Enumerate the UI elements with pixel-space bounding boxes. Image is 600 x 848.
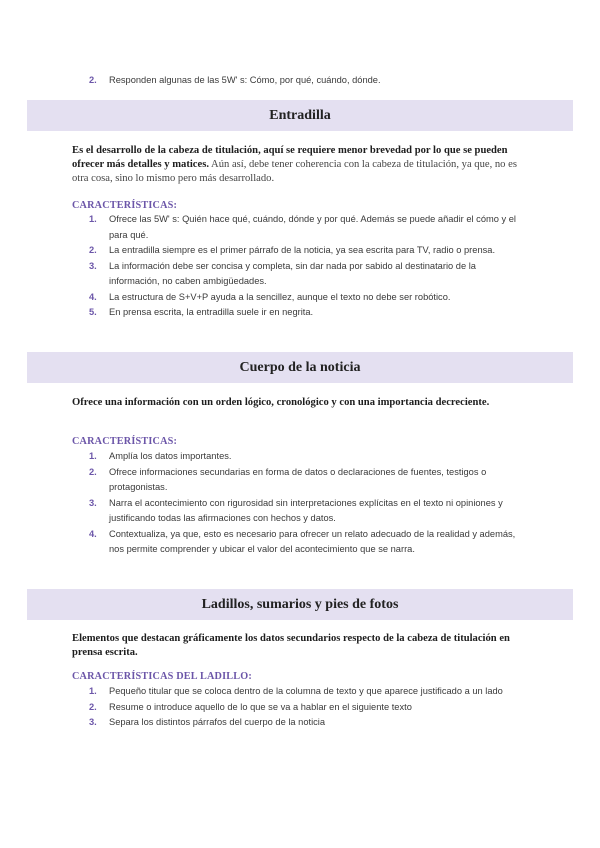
section-heading-entradilla: Entradilla xyxy=(27,100,573,131)
list-item-number: 3. xyxy=(89,717,97,727)
list-item xyxy=(0,527,600,558)
list-item-text: La información debe ser concisa y completa, sin dar nada por sabido al destinatario de la información, no caben ambigüedades. xyxy=(109,260,476,286)
characteristics-list xyxy=(0,449,600,558)
list-item xyxy=(0,715,600,731)
characteristics-list xyxy=(0,684,600,731)
list-item-text: Contextualiza, ya que, esto es necesario para ofrecer un relato adecuado de la realidad y además, nos permite comprender y ubicar el valor del acontecimiento que se narra. xyxy=(109,528,516,554)
list-item xyxy=(0,243,600,259)
list-item xyxy=(0,290,600,306)
list-item xyxy=(0,73,600,89)
characteristics-list xyxy=(0,212,600,321)
list-item xyxy=(0,305,600,321)
list-item xyxy=(0,465,600,496)
list-item-number: 2. xyxy=(89,75,97,85)
list-item xyxy=(0,259,600,290)
top-list xyxy=(0,73,600,89)
intro-bold-text: Es el desarrollo de la cabeza de titulación, aquí se requiere menor brevedad por lo que se pueden ofrecer más detalles y matices. xyxy=(72,144,508,170)
list-item xyxy=(0,684,600,700)
list-item-text: Responden algunas de las 5W' s: Cómo, por qué, cuándo, dónde. xyxy=(109,75,381,85)
intro-bold-text: Elementos que destacan gráficamente los datos secundarios respecto de la cabeza de titulación en prensa escrita. xyxy=(72,632,510,658)
list-item-number: 1. xyxy=(89,451,97,461)
list-item-number: 4. xyxy=(89,291,97,302)
section-heading-ladillos: Ladillos, sumarios y pies de fotos xyxy=(27,589,573,620)
section-intro xyxy=(72,396,532,410)
intro-bold-text: Ofrece una información con un orden lógico, cronológico y con una importancia decreciente. xyxy=(72,396,490,408)
list-item-number: 5. xyxy=(89,307,97,317)
list-item-text: Ofrece informaciones secundarias en forma de datos o declaraciones de fuentes, testigos o protagonistas. xyxy=(109,466,487,492)
list-item-text: Pequeño titular que se coloca dentro de la columna de texto y que aparece justificado a un lado xyxy=(109,686,503,696)
list-item-text: En prensa escrita, la entradilla suele ir en negrita. xyxy=(109,307,314,317)
list-item xyxy=(0,700,600,716)
intro-regular-text: Aún así, debe tener coherencia con la cabeza de titulación, ya que, no es otra cosa, sino lo mismo pero más desarrollado. xyxy=(72,159,517,185)
list-item-number: 2. xyxy=(89,245,97,255)
list-item-number: 3. xyxy=(89,260,97,271)
list-item-text: La estructura de S+V+P ayuda a la sencillez, aunque el texto no debe ser robótico. xyxy=(109,291,451,302)
list-item-number: 2. xyxy=(89,701,97,712)
characteristics-heading: CARACTERÍSTICAS: xyxy=(72,436,178,447)
list-item-text: Resume o introduce aquello de lo que se va a hablar en el siguiente texto xyxy=(109,701,412,712)
section-heading-cuerpo: Cuerpo de la noticia xyxy=(27,352,573,383)
list-item-number: 1. xyxy=(89,686,97,696)
section-intro xyxy=(72,632,532,661)
list-item-number: 4. xyxy=(89,528,97,539)
characteristics-heading: CARACTERÍSTICAS DEL LADILLO: xyxy=(72,671,252,682)
list-item-number: 1. xyxy=(89,214,97,224)
list-item-text: Ofrece las 5W' s: Quién hace qué, cuándo, dónde y por qué. Además se puede añadir el cómo y el para qué. xyxy=(109,214,516,240)
list-item-text: La entradilla siempre es el primer párrafo de la noticia, ya sea escrita para TV, radio o prensa. xyxy=(109,245,496,255)
list-item-number: 3. xyxy=(89,497,97,508)
characteristics-heading: CARACTERÍSTICAS: xyxy=(72,200,178,211)
list-item-text: Amplía los datos importantes. xyxy=(109,451,232,461)
list-item-number: 2. xyxy=(89,466,97,477)
list-item-text: Narra el acontecimiento con rigurosidad sin interpretaciones explícitas en el texto ni opiniones y justificando todas las afirmaciones con hechos y datos. xyxy=(109,497,503,523)
list-item xyxy=(0,496,600,527)
list-item xyxy=(0,449,600,465)
list-item-text: Separa los distintos párrafos del cuerpo de la noticia xyxy=(109,717,326,727)
section-intro xyxy=(72,144,532,187)
list-item xyxy=(0,212,600,243)
